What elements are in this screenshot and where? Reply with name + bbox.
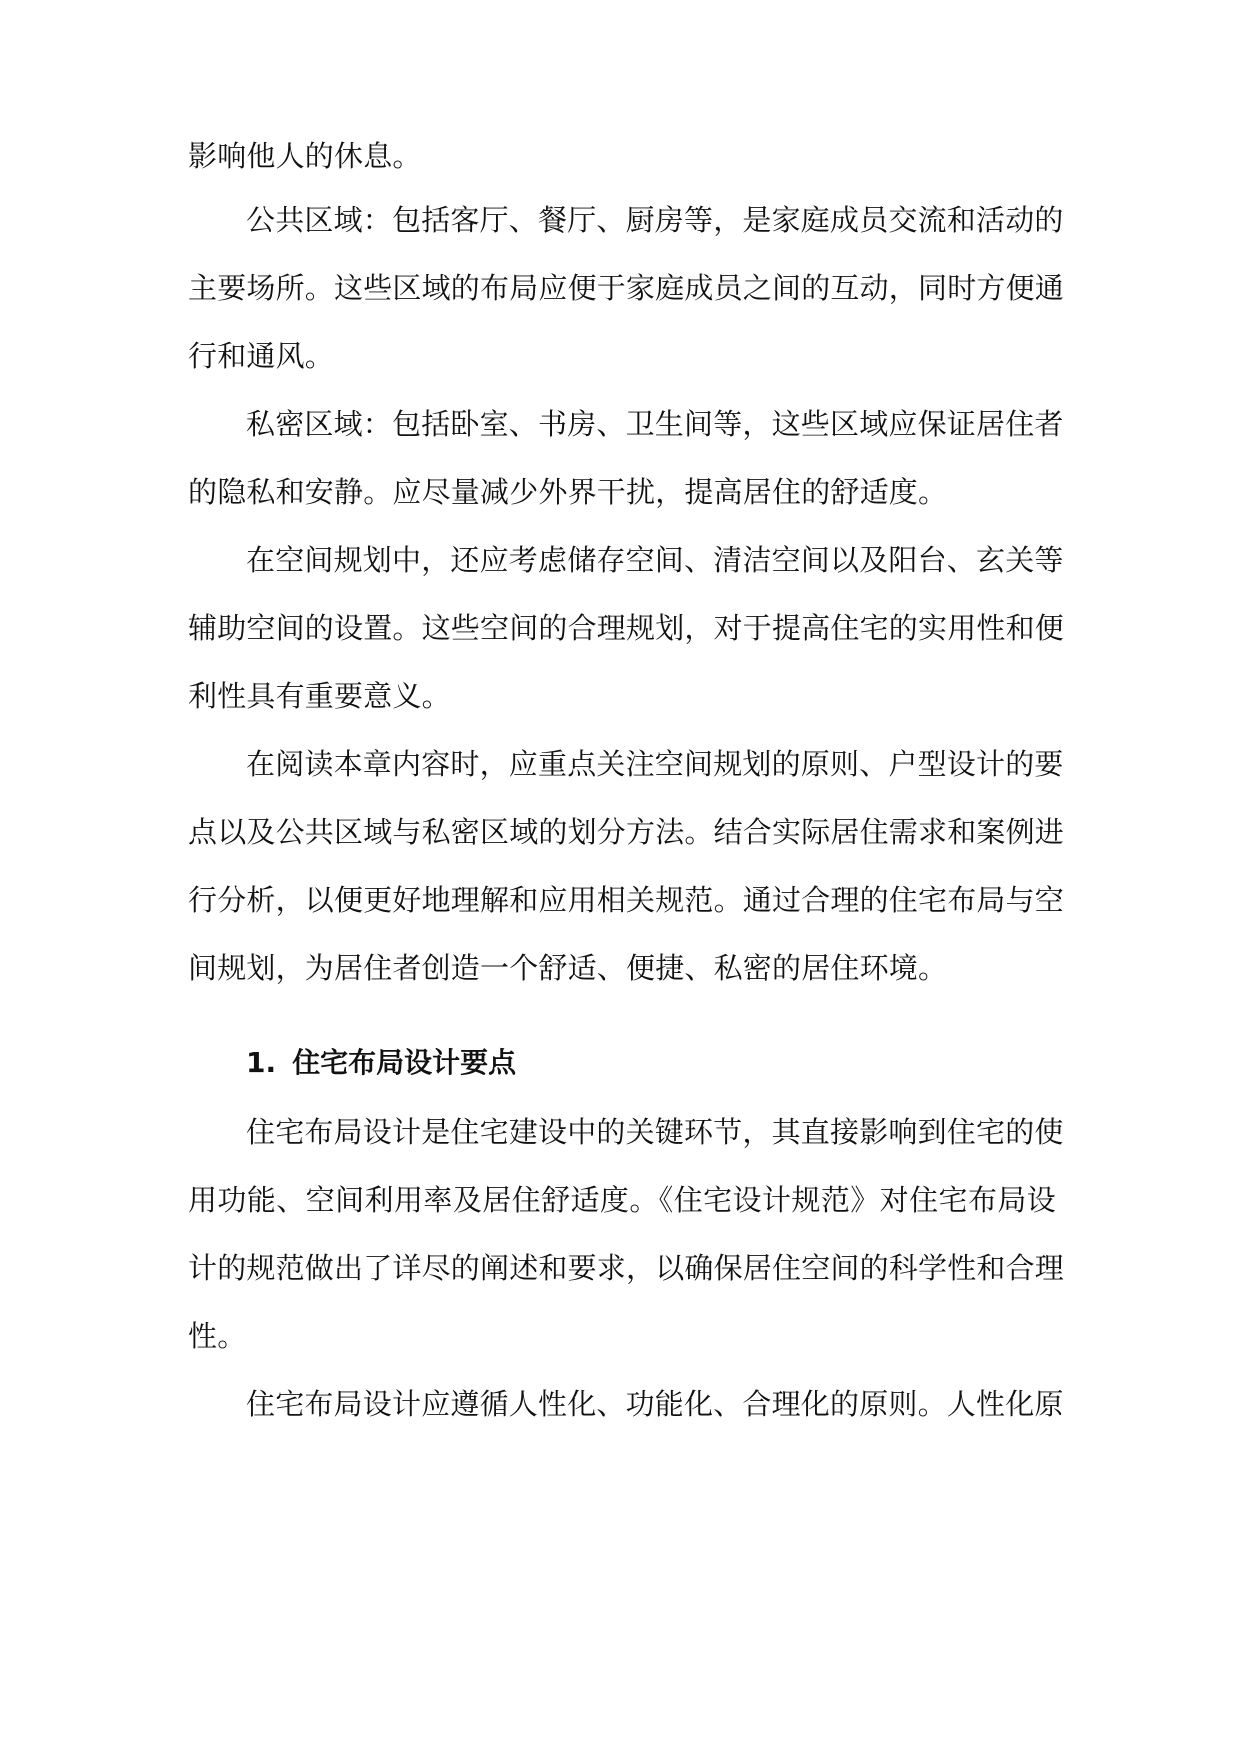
section-title: 住宅布局设计要点 bbox=[292, 1046, 517, 1079]
paragraph-line: 计的规范做出了详尽的阐述和要求，以确保居住空间的科学性和合理 bbox=[188, 1251, 1065, 1285]
paragraph-line: 行和通风。 bbox=[188, 339, 335, 373]
paragraph-line: 辅助空间的设置。这些空间的合理规划，对于提高住宅的实用性和便 bbox=[188, 611, 1065, 645]
paragraph-line: 点以及公共区域与私密区域的划分方法。结合实际居住需求和案例进 bbox=[188, 815, 1065, 849]
paragraph-line: 在空间规划中，还应考虑储存空间、清洁空间以及阳台、玄关等 bbox=[246, 543, 1064, 577]
paragraph-line: 在阅读本章内容时，应重点关注空间规划的原则、户型设计的要 bbox=[246, 747, 1064, 781]
paragraph-line: 性。 bbox=[188, 1319, 247, 1353]
paragraph-line: 利性具有重要意义。 bbox=[188, 679, 451, 713]
section-number: 1. bbox=[246, 1046, 277, 1079]
paragraph-line: 主要场所。这些区域的布局应便于家庭成员之间的互动，同时方便通 bbox=[188, 271, 1065, 305]
paragraph-line: 的隐私和安静。应尽量减少外界干扰，提高居住的舒适度。 bbox=[188, 475, 948, 509]
paragraph-line: 住宅布局设计是住宅建设中的关键环节，其直接影响到住宅的使 bbox=[246, 1115, 1064, 1149]
paragraph-line: 公共区域：包括客厅、餐厅、厨房等，是家庭成员交流和活动的 bbox=[246, 203, 1064, 237]
paragraph-line: 用功能、空间利用率及居住舒适度。《住宅设计规范》对住宅布局设 bbox=[188, 1183, 1056, 1217]
paragraph-line: 私密区域：包括卧室、书房、卫生间等，这些区域应保证居住者 bbox=[246, 407, 1064, 441]
paragraph-line: 行分析，以便更好地理解和应用相关规范。通过合理的住宅布局与空 bbox=[188, 883, 1065, 917]
paragraph-line: 影响他人的休息。 bbox=[188, 139, 422, 173]
paragraph-line: 住宅布局设计应遵循人性化、功能化、合理化的原则。人性化原 bbox=[246, 1387, 1064, 1421]
section-heading bbox=[246, 1043, 516, 1083]
paragraph-line: 间规划，为居住者创造一个舒适、便捷、私密的居住环境。 bbox=[188, 951, 948, 985]
